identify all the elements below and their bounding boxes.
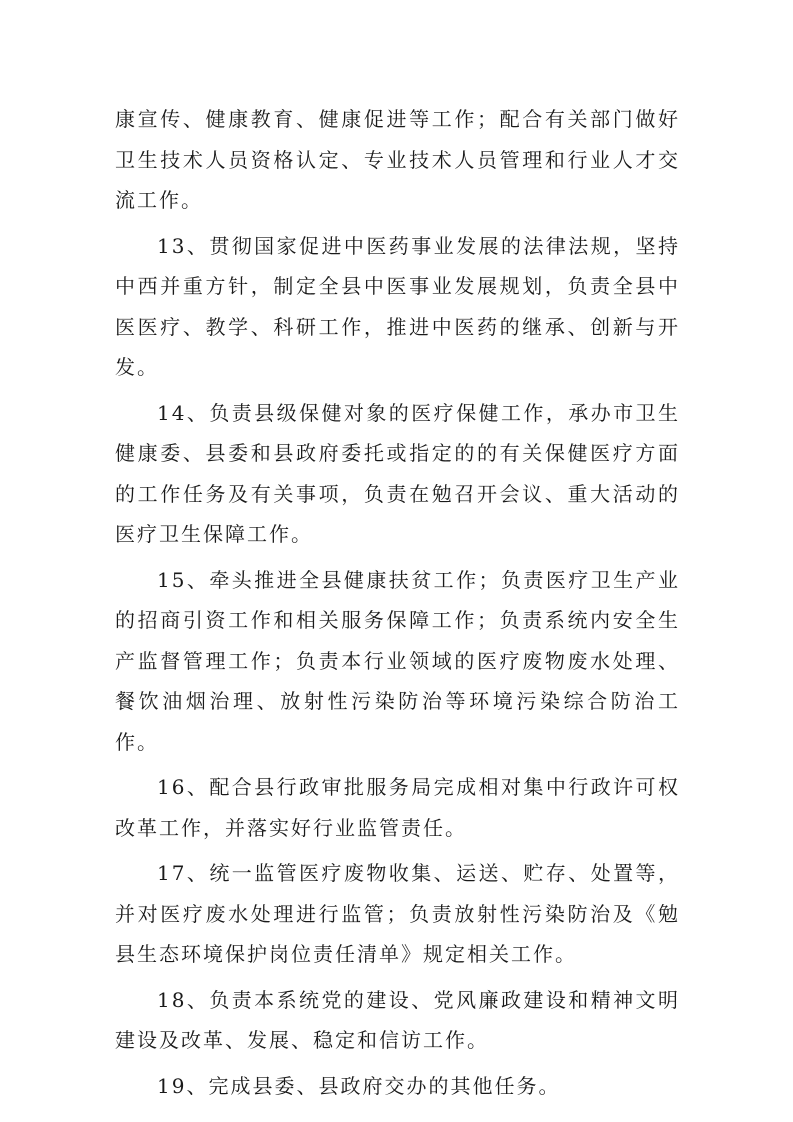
paragraph-item-19: 19、完成县委、县政府交办的其他任务。 [157,1073,561,1098]
paragraph-item-15: 15、牵头推进全县健康扶贫工作；负责医疗卫生产业的招商引资工作和相关服务保障工作；负责系统内安全生产监督管理工作；负责本行业领域的医疗废物废水处理、餐饮油烟治理、放射性污染防治等环境污染综合防治工作。 [115,567,680,754]
paragraph-item-13: 13、贯彻国家促进中医药事业发展的法律法规，坚持中西并重方针，制定全县中医事业发展规划，负责全县中医医疗、教学、科研工作，推进中医药的继承、创新与开发。 [115,233,680,379]
paragraph-item-16: 16、配合县行政审批服务局完成相对集中行政许可权改革工作，并落实好行业监管责任。 [115,775,680,840]
paragraph-item-14: 14、负责县级保健对象的医疗保健工作，承办市卫生健康委、县委和县政府委托或指定的的有关保健医疗方面的工作任务及有关事项，负责在勉召开会议、重大活动的医疗卫生保障工作。 [115,400,680,546]
paragraph-item-18: 18、负责本系统党的建设、党风廉政建设和精神文明建设及改革、发展、稳定和信访工作。 [115,987,680,1052]
paragraph-item-17: 17、统一监管医疗废物收集、运送、贮存、处置等，并对医疗废水处理进行监管；负责放射性污染防治及《勉县生态环境保护岗位责任清单》规定相关工作。 [115,861,680,966]
paragraph-continuation: 康宣传、健康教育、健康促进等工作；配合有关部门做好卫生技术人员资格认定、专业技术人员管理和行业人才交流工作。 [115,107,680,212]
document-body [115,99,680,1111]
